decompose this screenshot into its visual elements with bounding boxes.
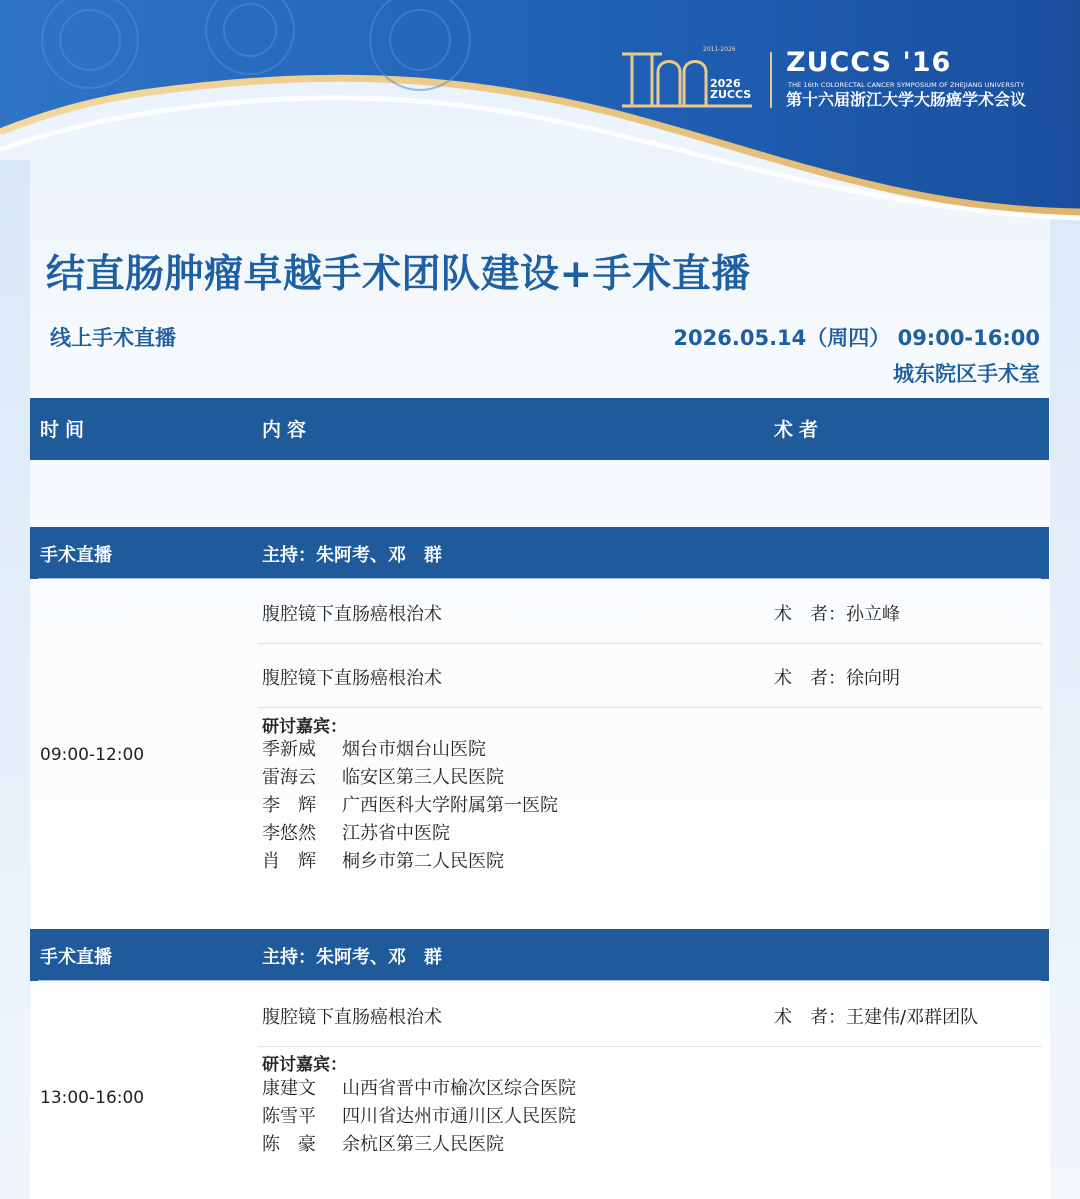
header-surgeon: 术者 — [774, 419, 825, 441]
guest-item: 雷海云 临安区第三人民医院 — [262, 767, 504, 788]
row-divider — [258, 643, 1042, 644]
surgery-name: 腹腔镜下直肠癌根治术 — [262, 604, 442, 625]
row-divider — [258, 1046, 1042, 1047]
guest-item: 陈雪平 四川省达州市通川区人民医院 — [262, 1106, 576, 1127]
header-content: 内容 — [262, 419, 313, 441]
section-label: 手术直播 — [40, 947, 112, 968]
logo-years: 2011-2026 — [703, 46, 736, 53]
surgery-name: 腹腔镜下直肠癌根治术 — [262, 668, 442, 689]
session-time: 09:00-12:00 — [40, 745, 145, 765]
section-bar — [30, 527, 1049, 579]
section-host: 主持：朱阿考、邓 群 — [262, 545, 442, 566]
section-underline — [38, 980, 1041, 981]
guest-item: 陈 豪 余杭区第三人民医院 — [262, 1134, 504, 1155]
left-side-panel — [0, 160, 30, 1199]
brand-english: THE 16th COLORECTAL CANCER SYMPOSIUM OF ZHEJIANG UNIVERSITY — [788, 81, 1025, 89]
table-header — [30, 398, 1049, 460]
guest-item: 肖 辉 桐乡市第二人民医院 — [262, 851, 504, 872]
row-divider — [258, 707, 1042, 708]
brand-name: ZUCCS '16 — [786, 47, 952, 78]
event-datetime: 2026.05.14（周四） 09:00-16:00 — [673, 326, 1040, 350]
right-side-panel — [1050, 200, 1080, 1199]
event-venue: 城东院区手术室 — [893, 362, 1040, 386]
section-bar — [30, 929, 1049, 981]
surgery-surgeon: 术 者：孙立峰 — [774, 604, 900, 625]
logo-divider — [770, 52, 772, 108]
section-underline — [38, 578, 1041, 579]
header-time: 时间 — [40, 419, 91, 441]
section-label: 手术直播 — [40, 545, 112, 566]
guest-item: 季新威 烟台市烟台山医院 — [262, 739, 486, 760]
section-host: 主持：朱阿考、邓 群 — [262, 947, 442, 968]
conference-logo — [618, 46, 1058, 116]
guest-item: 李悠然 江苏省中医院 — [262, 823, 450, 844]
page-subtitle: 线上手术直播 — [50, 326, 176, 350]
page-title: 结直肠肿瘤卓越手术团队建设+手术直播 — [46, 252, 751, 297]
surgery-name: 腹腔镜下直肠癌根治术 — [262, 1007, 442, 1028]
guest-item: 康建文 山西省晋中市榆次区综合医院 — [262, 1078, 576, 1099]
guests-label: 研讨嘉宾： — [262, 1055, 347, 1075]
logo-year-text: 2026 ZUCCS — [710, 77, 752, 101]
guest-item: 李 辉 广西医科大学附属第一医院 — [262, 795, 558, 816]
surgery-surgeon: 术 者：王建伟/邓群团队 — [774, 1007, 979, 1028]
session-time: 13:00-16:00 — [40, 1088, 145, 1108]
surgery-surgeon: 术 者：徐向明 — [774, 668, 900, 689]
brand-chinese: 第十六届浙江大学大肠癌学术会议 — [786, 90, 1027, 109]
guests-label: 研讨嘉宾： — [262, 717, 347, 737]
